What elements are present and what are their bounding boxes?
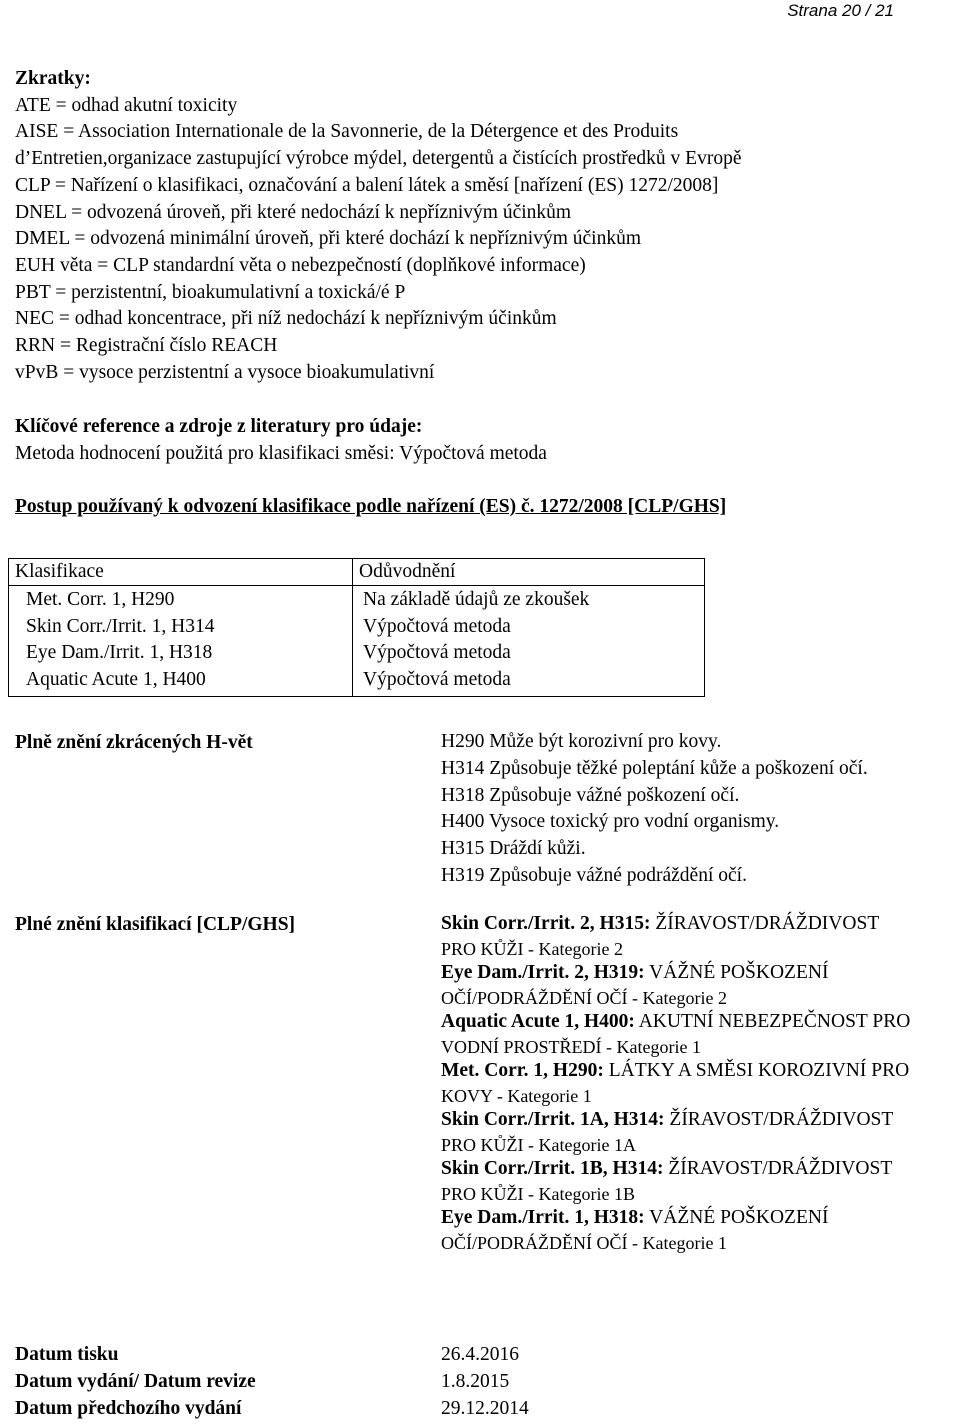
issue-date-value: 1.8.2015	[441, 1370, 510, 1392]
procedure-section	[15, 494, 950, 521]
h-statement: H319 Způsobuje vážné podráždění očí.	[441, 864, 747, 886]
table-body-cell	[9, 586, 353, 697]
abbreviations-section	[15, 66, 950, 386]
classification-entry	[441, 1206, 910, 1231]
classification-desc-cont: OČÍ/PODRÁŽDĚNÍ OČÍ - Kategorie 1	[441, 1232, 727, 1253]
table-cell-classification: Met. Corr. 1, H290	[26, 589, 175, 610]
classification-desc: VÁŽNÉ POŠKOZENÍ	[649, 962, 829, 983]
abbreviation-line: CLP = Nařízení o klasifikaci, označování a balení látek a směsí [nařízení (ES) 1272/2008]	[15, 174, 719, 196]
classification-desc: ŽÍRAVOST/DRÁŽDIVOST	[655, 913, 880, 934]
abbreviations-title: Zkratky:	[15, 68, 91, 89]
print-date-label: Datum tisku	[15, 1344, 119, 1365]
abbreviation-line: vPvB = vysoce perzistentní a vysoce bioakumulativní	[15, 361, 435, 383]
abbreviation-line: d’Entretien,organizace zastupující výrobce mýdel, detergentů a čistících prostředků v Evropě	[15, 148, 742, 170]
h-statement: H290 Může být korozivní pro kovy.	[441, 731, 722, 752]
table-cell-justification: Výpočtová metoda	[363, 642, 511, 664]
full-classifications-list	[441, 912, 910, 1255]
references-title: Klíčové reference a zdroje z literatury pro údaje:	[15, 416, 423, 437]
classification-code: Met. Corr. 1, H290:	[441, 1060, 604, 1081]
table-cell-justification: Výpočtová metoda	[363, 668, 511, 690]
date-row-print	[15, 1342, 529, 1369]
references-text: Metoda hodnocení použitá pro klasifikaci směsi: Výpočtová metoda	[15, 442, 547, 464]
table-cell-classification: Eye Dam./Irrit. 1, H318	[26, 642, 213, 664]
classification-desc-cont: OČÍ/PODRÁŽDĚNÍ OČÍ - Kategorie 2	[441, 987, 727, 1008]
procedure-title: Postup používaný k odvození klasifikace podle nařízení (ES) č. 1272/2008 [CLP/GHS]	[15, 496, 727, 517]
abbreviation-line: ATE = odhad akutní toxicity	[15, 94, 238, 116]
abbreviation-line: NEC = odhad koncentrace, při níž nedochází k nepříznivým účinkům	[15, 308, 557, 330]
date-row-issue	[15, 1369, 529, 1396]
classification-desc-cont: VODNÍ PROSTŘEDÍ - Kategorie 1	[441, 1036, 701, 1057]
classification-code: Skin Corr./Irrit. 1B, H314:	[441, 1158, 664, 1179]
previous-date-value: 29.12.2014	[441, 1397, 529, 1419]
table-cell-justification: Výpočtová metoda	[363, 615, 511, 637]
print-date-value: 26.4.2016	[441, 1344, 519, 1365]
classification-code: Skin Corr./Irrit. 1A, H314:	[441, 1109, 665, 1130]
abbreviation-line: RRN = Registrační číslo REACH	[15, 335, 278, 357]
classification-entry	[441, 912, 910, 937]
classification-entry	[441, 961, 910, 986]
classification-code: Eye Dam./Irrit. 1, H318:	[441, 1207, 645, 1228]
issue-date-label: Datum vydání/ Datum revize	[15, 1370, 256, 1392]
table-cell-classification: Aquatic Acute 1, H400	[26, 668, 206, 690]
date-row-previous	[15, 1396, 529, 1423]
page-number: Strana 20 / 21	[787, 1, 894, 20]
table-header-cell	[353, 559, 705, 586]
h-statement: H315 Dráždí kůži.	[441, 838, 586, 860]
table-header-classification: Klasifikace	[15, 561, 104, 582]
classification-table	[8, 558, 705, 697]
classification-code: Aquatic Acute 1, H400:	[441, 1011, 635, 1032]
classification-desc-cont: PRO KŮŽI - Kategorie 1A	[441, 1134, 636, 1155]
table-header-cell	[9, 559, 353, 586]
table-header-justification: Odůvodnění	[359, 561, 456, 582]
classification-desc-cont: KOVY - Kategorie 1	[441, 1085, 592, 1106]
h-statement: H314 Způsobuje těžké poleptání kůže a poškození očí.	[441, 757, 868, 779]
abbreviation-line: DMEL = odvozená minimální úroveň, při které dochází k nepříznivým účinkům	[15, 228, 641, 250]
previous-date-label: Datum předchozího vydání	[15, 1397, 242, 1419]
h-statement: H400 Vysoce toxický pro vodní organismy.	[441, 811, 780, 833]
table-body-cell	[353, 586, 705, 697]
classification-entry	[441, 1108, 910, 1133]
h-statement: H318 Způsobuje vážné poškození očí.	[441, 784, 740, 806]
abbreviation-line: AISE = Association Internationale de la Savonnerie, de la Détergence et des Produits	[15, 121, 679, 143]
h-statements-list	[441, 729, 868, 890]
classification-desc: AKUTNÍ NEBEZPEČNOST PRO	[638, 1011, 911, 1032]
classification-desc: ŽÍRAVOST/DRÁŽDIVOST	[669, 1109, 894, 1130]
classification-desc: ŽÍRAVOST/DRÁŽDIVOST	[668, 1158, 893, 1179]
classification-desc: LÁTKY A SMĚSI KOROZIVNÍ PRO	[608, 1060, 910, 1081]
abbreviation-line: DNEL = odvozená úroveň, při které nedochází k nepříznivým účinkům	[15, 201, 572, 223]
table-cell-classification: Skin Corr./Irrit. 1, H314	[26, 615, 215, 637]
classification-code: Skin Corr./Irrit. 2, H315:	[441, 913, 651, 934]
classification-code: Eye Dam./Irrit. 2, H319:	[441, 962, 645, 983]
classification-entry	[441, 1059, 910, 1084]
classification-desc-cont: PRO KŮŽI - Kategorie 2	[441, 938, 623, 959]
dates-section	[15, 1342, 529, 1422]
classification-entry	[441, 1157, 910, 1182]
classification-desc: VÁŽNÉ POŠKOZENÍ	[649, 1207, 829, 1228]
classification-entry	[441, 1010, 910, 1035]
abbreviation-line: EUH věta = CLP standardní věta o nebezpečností (doplňkové informace)	[15, 254, 586, 276]
table-cell-justification: Na základě údajů ze zkoušek	[363, 589, 590, 610]
classification-desc-cont: PRO KŮŽI - Kategorie 1B	[441, 1183, 635, 1204]
abbreviation-line: PBT = perzistentní, bioakumulativní a toxická/é P	[15, 281, 406, 303]
h-statements-title: Plně znění zkrácených H-vět	[15, 732, 253, 753]
full-classifications-title: Plné znění klasifikací [CLP/GHS]	[15, 914, 296, 935]
references-section	[15, 414, 950, 467]
